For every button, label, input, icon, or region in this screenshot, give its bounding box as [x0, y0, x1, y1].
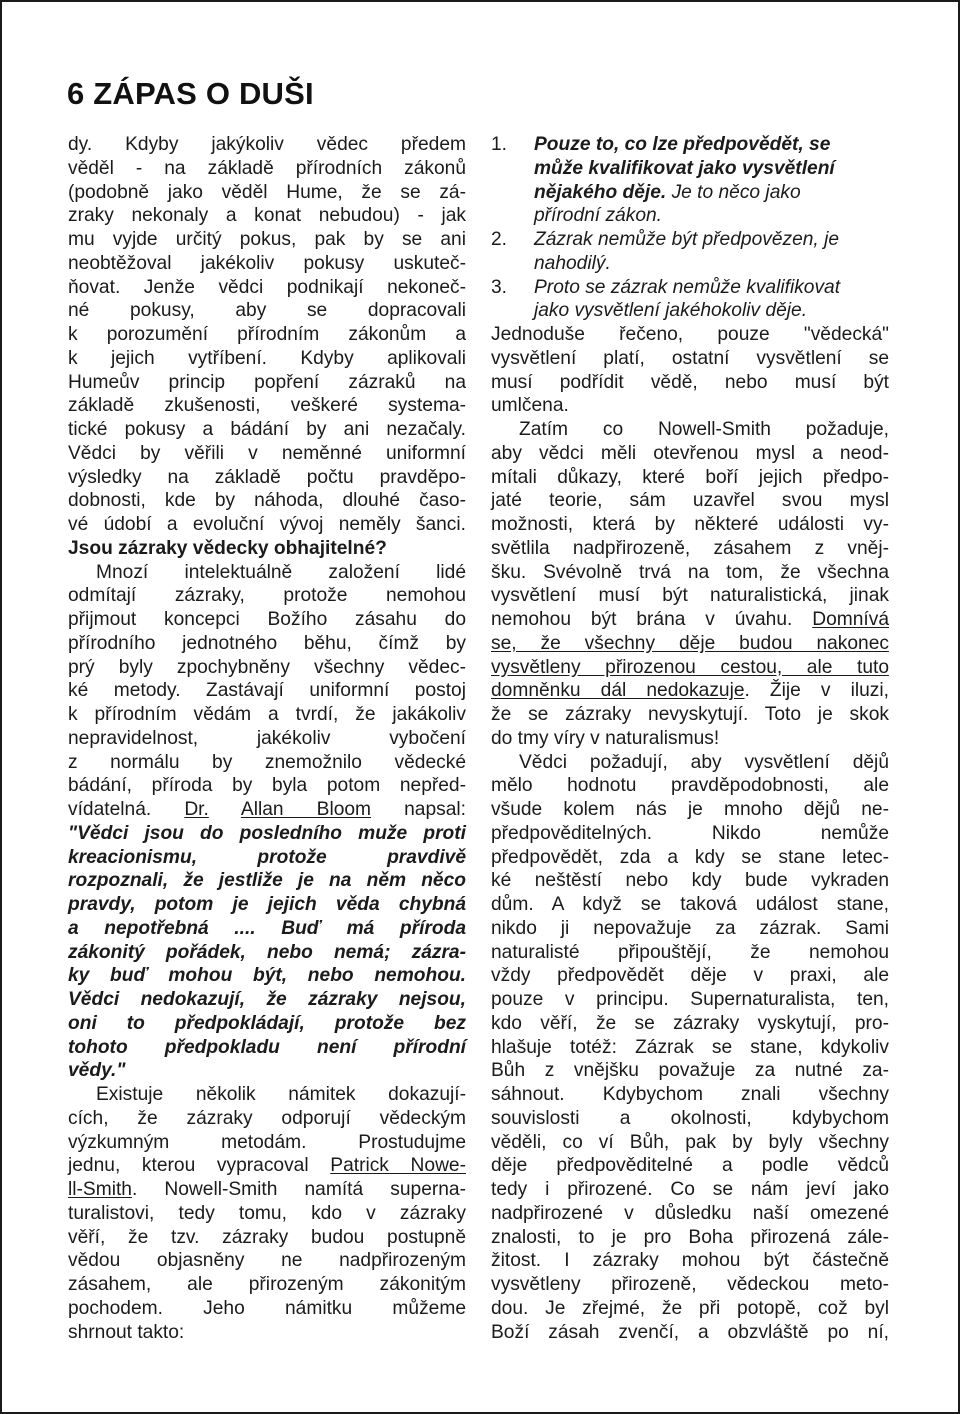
- text-line: znalosti, to je pro Boha přirozená zále-: [491, 1226, 889, 1248]
- text-line: dům. A když se taková událost stane,: [491, 894, 889, 915]
- text-line: možnosti, která by některé události vy-: [491, 514, 889, 535]
- text-line: mělo hodnotu pravděpodobnosti, ale: [491, 775, 889, 797]
- list-line: jako vysvětlení jakéhokoliv děje.: [534, 300, 808, 322]
- text-span: . Nowell-Smith namítá superna-: [131, 1179, 466, 1200]
- text-line: Bůh z vnějšku považuje za nutné za-: [491, 1060, 889, 1082]
- text-line: shrnout takto:: [68, 1321, 185, 1343]
- quote-line: "Vědci jsou do posledního muže proti: [68, 822, 466, 844]
- author-link[interactable]: Dr.: [184, 799, 209, 820]
- text-line: zásahem, ale přirozeným zákonitým: [68, 1274, 466, 1295]
- text-line: mítali důkazy, které boří jejich předpo-: [491, 466, 889, 488]
- list-text: Proto se zázrak nemůže kvalifikovat: [534, 276, 841, 298]
- text-line: vysvětlení platí, ostatní vysvětlení se: [491, 347, 889, 369]
- text-line: věděli, co ví Bůh, pak by byly všechny: [491, 1131, 889, 1153]
- quote-line: pravdy, potom je jejich věda chybná: [68, 894, 466, 915]
- text-line: ké metody. Zastávají uniformní postoj: [68, 680, 466, 702]
- text-span: [209, 799, 241, 820]
- text-line: umlčena.: [491, 395, 569, 417]
- quote-line: a nepotřebná .... Buď má příroda: [68, 917, 466, 939]
- right-column: [491, 133, 889, 1344]
- text-line: vysvětleny přirozeně, vědeckou meto-: [491, 1274, 889, 1295]
- text-line: hlašuje totéž: Zázrak se stane, kdykoliv: [491, 1036, 889, 1058]
- list-text: Pouze to, co lze předpovědět, se: [534, 134, 831, 155]
- text-line: do tmy víry v naturalismus!: [491, 727, 720, 749]
- text-line: Mnozí intelektuálně založení lidé: [96, 561, 466, 583]
- text-line: děje předpověditelné a podle vědců: [491, 1155, 889, 1177]
- list-item: [491, 133, 889, 228]
- text-line: světlila nadpřirozeně, zásahem z vněj-: [491, 537, 889, 559]
- text-line: jaté teorie, sám uzavřel svou mysl: [491, 490, 889, 512]
- quote-line: vědy.": [68, 1060, 126, 1082]
- numbered-list: [491, 133, 889, 323]
- text-line: mu vyjde určitý pokus, pak by se ani: [68, 229, 466, 250]
- text-line: né pokusy, aby se dopracovali: [68, 300, 466, 322]
- text-line: základě zkušenosti, veškeré systema-: [68, 395, 466, 417]
- chapter-heading: 6 ZÁPAS O DUŠI: [67, 76, 314, 111]
- text-span: nemohou být brána v úvahu.: [491, 609, 813, 630]
- text-line: že se zázraky nevyskytují. Toto je skok: [491, 704, 889, 725]
- text-line: k přírodním vědám a tvrdí, že jakákoliv: [68, 704, 466, 725]
- list-line: [491, 133, 889, 157]
- text-line: pochodem. Jeho námitku můžeme: [68, 1297, 466, 1319]
- text-span: vídatelná.: [68, 799, 185, 820]
- text-line: šku. Svévolně trvá na tom, že všechna: [491, 561, 889, 583]
- text-line: musí podřídit vědě, nebo musí být: [491, 371, 889, 393]
- list-line: nahodilý.: [534, 252, 611, 274]
- text-line: k jejich vytříbení. Kdyby aplikovali: [68, 347, 466, 369]
- list-item: [491, 276, 889, 324]
- list-number: 2.: [491, 229, 508, 250]
- text-line: předpověditelných. Nikdo nemůže: [491, 822, 889, 844]
- quote-line: zákonitý pořádek, nebo nemá; zázra-: [68, 941, 466, 963]
- text-line: vědou objasněny ne nadpřirozeným: [68, 1250, 466, 1272]
- list-line: může kvalifikovat jako vysvětlení: [534, 157, 835, 179]
- text-line: z normálu by znemožnilo vědecké: [68, 751, 466, 773]
- text-line: Existuje několik námitek dokazují-: [96, 1084, 466, 1105]
- text-line: nepravidelnost, jakékoliv vybočení: [68, 727, 466, 749]
- quote-line: oni to předpokládají, protože bez: [68, 1012, 466, 1034]
- list-number: 3.: [491, 276, 508, 298]
- text-line: předpovědět, zda a kdy se stane letec-: [491, 846, 889, 868]
- author-link[interactable]: Allan Bloom: [240, 799, 372, 820]
- text-span: napsal:: [371, 799, 467, 820]
- list-line: [491, 276, 889, 300]
- page-border-top: [0, 0, 960, 2]
- quote-line: rozpoznali, že jestliže je na něm něco: [68, 870, 466, 892]
- text-line: [491, 679, 889, 703]
- text-line: zraky nekonaly a konat nebudou) - jak: [68, 205, 466, 227]
- underlined-text: se, že všechny děje budou nakonec: [491, 632, 889, 654]
- text-line: věří, že tzv. zázraky budou postupně: [68, 1226, 466, 1248]
- text-line: [68, 1154, 466, 1178]
- page-border-left: [0, 0, 2, 1414]
- text-line: pouze v principu. Supernaturalista, ten,: [491, 989, 889, 1010]
- text-line: Humeův princip popření zázraků na: [68, 371, 466, 393]
- underlined-text: Domnívá: [812, 609, 889, 630]
- quote-line: kreacionismu, protože pravdivě: [68, 846, 466, 868]
- text-line: aby vědci měli otevřenou mysl a neod-: [491, 442, 889, 464]
- underlined-text: vysvětleny přirozenou cestou, ale tuto: [491, 656, 889, 678]
- text-line: [491, 608, 889, 632]
- text-line: ké neštěstí nebo kdy bude vykraden: [491, 870, 889, 892]
- text-line: přijmout koncepci Božího zásahu do: [68, 609, 466, 630]
- text-line: odmítají zázraky, protože nemohou: [68, 585, 466, 607]
- text-line: k porozumění přírodním zákonům a: [68, 324, 466, 345]
- section-subheading: Jsou zázraky vědecky obhajitelné?: [68, 537, 387, 559]
- text-line: vysvětlení musí být naturalistická, jinak: [491, 585, 889, 607]
- text-line: cích, že zázraky odporují vědeckým: [68, 1107, 466, 1129]
- text-line: turalistovi, tedy tomu, kdo v zázraky: [68, 1202, 466, 1224]
- text-line: bádání, příroda by byla potom nepřed-: [68, 775, 466, 797]
- text-line: naturalisté připouštějí, že nemohou: [491, 941, 889, 963]
- text-line: vždy předpovědět děje v praxi, ale: [491, 965, 889, 987]
- text-line: tedy i přirozené. Co se nám jeví jako: [491, 1179, 889, 1200]
- text-line: kdo věří, že se zázraky vyskytují, pro-: [491, 1012, 889, 1034]
- list-line: [491, 181, 889, 205]
- text-line: vé údobí a evoluční vývoj neměly šanci.: [68, 514, 466, 535]
- text-line: (podobně jako věděl Hume, že se zá-: [68, 181, 466, 203]
- underlined-text: domněnku dál nedokazuje: [491, 680, 745, 702]
- text-line: ňovat. Jenže vědci podnikají nekoneč-: [68, 276, 466, 298]
- text-line: prý byly zpochybněny všechny vědec-: [68, 656, 466, 678]
- text-line: [68, 1178, 466, 1202]
- left-column: [68, 133, 466, 1344]
- text-line: Jednoduše řečeno, pouze "vědecká": [491, 324, 889, 345]
- author-link[interactable]: Patrick Nowe-: [330, 1155, 466, 1177]
- text-line: žitost. I zázraky mohou být částečně: [491, 1250, 889, 1272]
- text-line: Vědci požadují, aby vysvětlení dějů: [519, 751, 889, 773]
- text-span: jednu, kterou vypracoval: [68, 1155, 331, 1177]
- quote-line: ky buď mohou být, nebo nemohou.: [68, 965, 466, 987]
- list-line: [491, 228, 889, 252]
- text-line: přírodního jednotného běhu, čímž by: [68, 632, 466, 654]
- list-text: nějakého děje.: [534, 181, 667, 203]
- list-number: 1.: [491, 134, 508, 155]
- text-line: [68, 798, 466, 822]
- text-line: nikdo ji nepovažuje za zázrak. Sami: [491, 917, 889, 939]
- text-span: . Žije v iluzi,: [744, 680, 889, 702]
- quote-line: tohoto předpokladu není přírodní: [68, 1036, 466, 1058]
- list-line: přírodní zákon.: [534, 205, 662, 227]
- text-line: sáhnout. Kdybychom znali všechny: [491, 1084, 889, 1105]
- author-link[interactable]: ll-Smith: [68, 1179, 132, 1200]
- text-line: neobtěžoval jakékoliv pokusy uskuteč-: [68, 252, 466, 274]
- list-text: Je to něco jako: [666, 181, 801, 203]
- text-line: Vědci by věřili v neměnné uniformní: [68, 442, 466, 464]
- text-line: souvislosti a okolnosti, kdybychom: [491, 1107, 889, 1129]
- text-line: nadpřirozené v důsledku naší omezené: [491, 1202, 889, 1224]
- text-line: dou. Je zřejmé, že při potopě, což byl: [491, 1297, 889, 1319]
- text-line: Boží zásah zvenčí, a obzvláště po ní,: [491, 1321, 889, 1343]
- text-line: věděl - na základě přírodních zákonů: [68, 157, 466, 179]
- list-text: Zázrak nemůže být předpovězen, je: [534, 229, 840, 250]
- text-line: dobnosti, kde by náhoda, dlouhé časo-: [68, 490, 466, 512]
- text-line: výzkumným metodám. Prostudujme: [68, 1131, 466, 1153]
- quote-line: Vědci nedokazují, že zázraky nejsou,: [68, 989, 466, 1010]
- list-item: [491, 228, 889, 276]
- text-line: výsledky na základě počtu pravděpo-: [68, 466, 466, 488]
- text-line: dy. Kdyby jakýkoliv vědec předem: [68, 134, 466, 155]
- text-line: tické pokusy a bádání by ani nezačaly.: [68, 419, 466, 440]
- text-line: všude kolem nás je mnoho dějů ne-: [491, 799, 889, 820]
- text-line: Zatím co Nowell-Smith požaduje,: [519, 419, 889, 440]
